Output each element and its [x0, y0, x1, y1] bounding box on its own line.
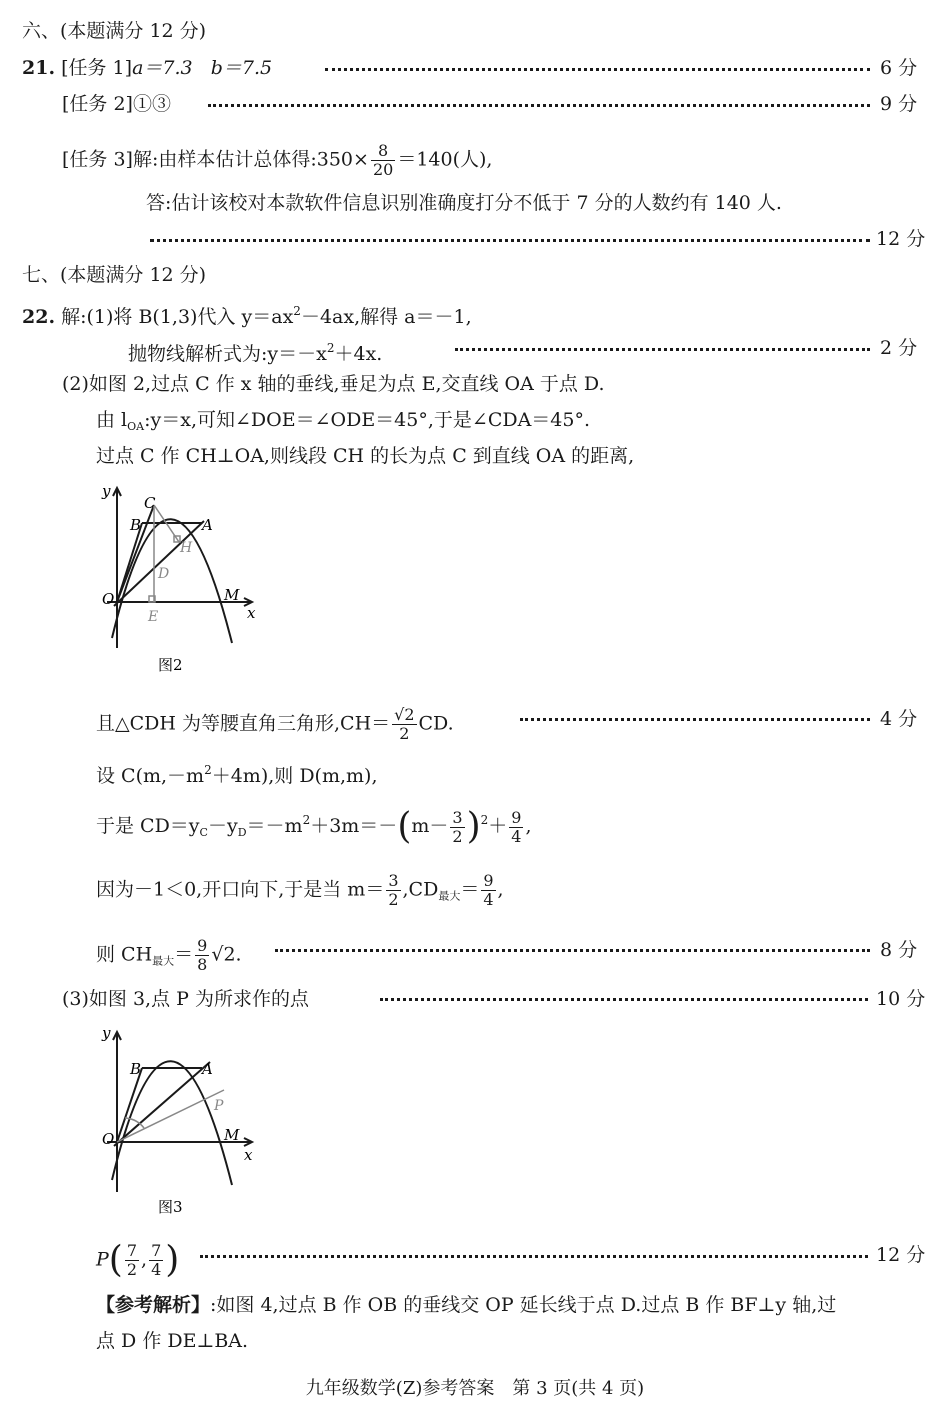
fraction: $\frac{9}{8}$ — [197, 936, 208, 974]
fig2-label-E: E — [148, 609, 159, 625]
section-seven-title: 七、(本题满分 12 分) — [22, 264, 207, 286]
q22-part2-line-f: 于是 $CD=y_C-y_D=-m^2+3m=-(m-$ $\frac{3}{2}$ )$^2$＋ $\frac{9}{4}$ , — [96, 806, 532, 847]
fraction: $\frac{√2}{2}$ — [394, 705, 415, 743]
section-six-title: 六、(本题满分 12 分) — [22, 20, 207, 42]
fig2-label-C: C — [144, 494, 156, 512]
q22-number: 22. — [22, 306, 56, 328]
q21-task1-b: b＝7.5 — [210, 57, 273, 79]
fig3-caption: 图3 — [158, 1198, 183, 1216]
q21-task1-label: [任务 1] — [61, 57, 133, 79]
q22-parabola-expression: 抛物线解析式为$:y=-x^2+4x$. — [128, 341, 383, 365]
fraction: $\frac{7}{4}$ — [151, 1241, 162, 1279]
leader-dots — [325, 56, 870, 82]
fig2-line-OA — [114, 521, 204, 606]
q22-part2-score-4: 4 分 — [880, 708, 918, 730]
q21-number: 21. — [22, 57, 56, 79]
fig3-label-P: P — [214, 1098, 224, 1114]
leader-dots — [520, 706, 870, 732]
figure-2 — [92, 478, 272, 678]
leader-dots — [455, 336, 870, 362]
page-footer: 九年级数学(Z)参考答案 第 3 页(共 4 页) — [305, 1378, 645, 1399]
q22-part2-line-h: 则 $CH_{最大}=$ $\frac{9}{8}$ √2. — [96, 936, 242, 974]
q22-part2-line-g: 因为－1＜0,开口向下,于是当 m＝ $\frac{3}{2}$ $,CD_{最大}=$ $\frac{9}{4}$ , — [96, 871, 504, 909]
reference-analysis-line-1: 【参考解析】:如图 4,过点 B 作 OB 的垂线交 OP 延长线于点 D.过点 B 作 BF⊥y 轴,过 — [96, 1294, 837, 1316]
q22-part2-line-d: 且△CDH 为等腰直角三角形,CH＝ $\frac{√2}{2}$ CD. — [96, 705, 454, 743]
q21-answer: 答:估计该校对本款软件信息识别准确度打分不低于 7 分的人数约有 140 人. — [146, 192, 782, 214]
fig2-label-B: B — [130, 516, 142, 534]
fig3-label-x: x — [244, 1146, 253, 1164]
q22-part2-line-c: 过点 C 作 CH⊥OA,则线段 CH 的长为点 C 到直线 OA 的距离, — [96, 445, 635, 467]
q21-task3-label: [任务 3]解:由样本估计总体得:350× — [62, 148, 369, 171]
fig2-parabola — [112, 519, 232, 643]
fig3-label-O: O — [102, 1130, 115, 1148]
q22-part3-line: (3)如图 3,点 P 为所求作的点 — [62, 988, 309, 1010]
fig2-label-H: H — [180, 540, 193, 556]
q22-part3-point-P: P( $\frac{7}{2}$ , $\frac{7}{4}$ ) — [96, 1239, 180, 1281]
q22-part3-score-10: 10 分 — [876, 988, 926, 1010]
fraction: $\frac{3}{2}$ — [388, 871, 399, 909]
figure-3 — [92, 1020, 272, 1220]
leader-dots — [208, 92, 870, 118]
q21-task1-score: 6 分 — [880, 57, 918, 79]
fig2-caption: 图2 — [158, 656, 183, 674]
fig3-label-B: B — [130, 1060, 142, 1078]
fig2-label-D: D — [158, 566, 170, 582]
fig3-parabola — [112, 1061, 232, 1185]
q22-part2-line-b: 由 $l_{OA}:y=x$,可知∠DOE＝∠ODE＝45°,于是∠CDA＝45°. — [96, 409, 591, 433]
leader-dots — [380, 986, 868, 1012]
fig2-label-y: y — [102, 482, 111, 500]
q21-task1-line — [22, 55, 272, 81]
q22-part2-line-e: 设 $C(m,-m^2+4m)$,则 D(m,m), — [96, 763, 378, 787]
q21-task2-score: 9 分 — [880, 93, 918, 115]
q22-part1-score: 2 分 — [880, 337, 918, 359]
fig3-label-y: y — [102, 1024, 111, 1042]
fig2-label-M: M — [224, 586, 240, 604]
reference-analysis-line-2: 点 D 作 DE⊥BA. — [96, 1330, 249, 1352]
fig2-label-x: x — [247, 604, 256, 622]
q21-task3-line — [62, 142, 492, 179]
q21-task1-a: a＝7.3 — [132, 57, 193, 79]
q22-part2-score-8: 8 分 — [880, 939, 918, 961]
fraction: $\frac{9}{4}$ — [511, 807, 522, 846]
q21-task3-tail: ＝140(人), — [397, 148, 493, 171]
fig2-label-A: A — [202, 516, 213, 534]
fig2-label-O: O — [102, 590, 115, 608]
q22-part3-score-12: 12 分 — [876, 1244, 926, 1266]
q21-task2-line: [任务 2]①③ — [62, 93, 171, 115]
reference-label: 【参考解析】 — [96, 1294, 211, 1316]
fraction: $\frac{3}{2}$ — [452, 807, 463, 846]
q22-part1-line: 22. 解:(1)将 B(1,3)代入 $y=ax^2-4ax$,解得 a＝－1, — [22, 304, 472, 328]
fraction: $\frac{8}{20}$ — [372, 141, 394, 179]
fig3-label-M: M — [224, 1126, 240, 1144]
fraction: $\frac{7}{2}$ — [126, 1241, 138, 1279]
fraction: $\frac{9}{4}$ — [483, 871, 494, 909]
q22-part2-line-a: (2)如图 2,过点 C 作 x 轴的垂线,垂足为点 E,交直线 OA 于点 D. — [62, 373, 605, 395]
leader-dots — [275, 937, 870, 963]
fig3-label-A: A — [202, 1060, 213, 1078]
q21-answer-score: 12 分 — [876, 228, 926, 250]
leader-dots — [150, 227, 870, 253]
leader-dots — [200, 1243, 868, 1269]
